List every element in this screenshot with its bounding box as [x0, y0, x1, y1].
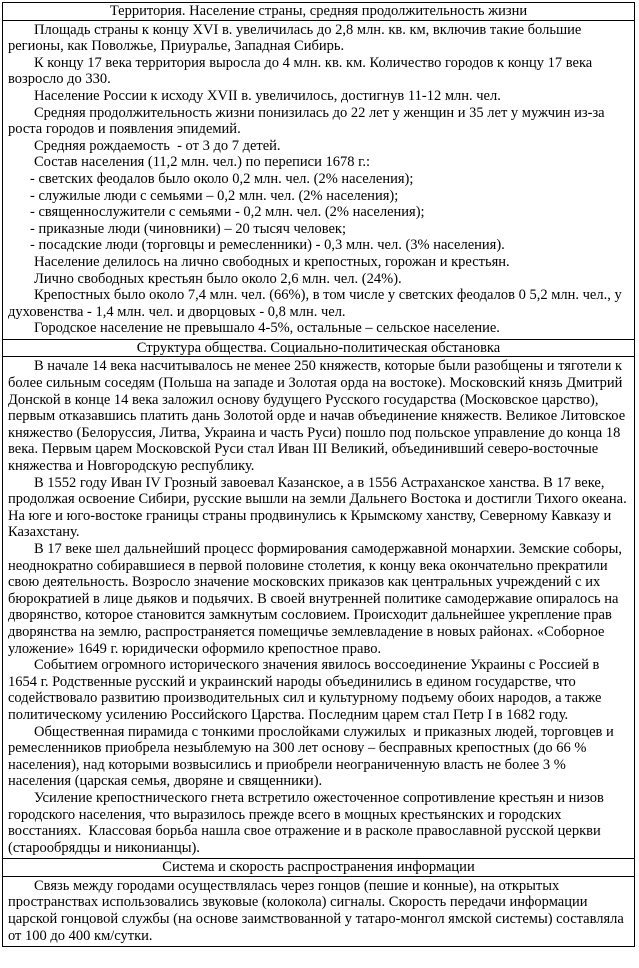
- paragraph: Событием огромного исторического значения явилось воссоединение Украины с Россией в 1654 г. Родственные русский и украинский народы объединились в едином государстве, что содействовало развитию производительных сил и культурному подъему обоих народов, а также политическому усилению Российского Царства. Последним царем стал Петр I в 1682 году.: [8, 657, 606, 723]
- section-title: Территория. Население страны, средняя продолжительность жизни: [109, 3, 528, 19]
- paragraph: Состав населения (11,2 млн. чел.) по переписи 1678 г.:: [34, 154, 371, 171]
- paragraph: Средняя продолжительность жизни понизилась до 22 лет у женщин и 35 лет у мужчин из-за роста городов и появления эпидемий.: [8, 104, 609, 138]
- section-header-row: [3, 858, 634, 877]
- document-section: [3, 339, 634, 858]
- list-item: - священнослужители с семьями - 0,2 млн. чел. (2% населения);: [30, 204, 425, 221]
- document-section: [3, 858, 634, 946]
- paragraph: Усиление крепостнического гнета встретило ожесточенное сопротивление крестьян и низов городского населения, что выразилось прежде всего в мощных крестьянских и городских восстаниях. Классовая борьба нашла свое отражение и в расколе православной русской церкви (старообрядцы и никонианцы).: [8, 789, 608, 856]
- paragraph: Связь между городами осуществлялась через гонцов (пешие и конные), на открытых пространствах использовались звуковые (колокола) сигналы. Скорость передачи информации царской гонцовой службы (на основе заимствованной у татаро-монгол ямской системы) составляла от 100 до 400 км/сутки.: [8, 877, 628, 944]
- paragraph: Городское население не превышало 4-5%, остальные – сельское население.: [34, 320, 500, 337]
- paragraph: Лично свободных крестьян было около 2,6 млн. чел. (24%).: [34, 270, 402, 287]
- section-body: [3, 357, 634, 858]
- paragraph: В 17 веке шел дальнейший процесс формирования самодержавной монархии. Земские соборы, неоднократно собиравшиеся в первой половине столетия, к концу века окончательно прекратили свою деятельность. Возросло значение московских приказов как центральных учреждений с их бюрократией в лице дьяков и подьячих. В своей внутренней политике самодержавие опиралось на дворянство, которое становится замкнутым сословием. Происходит дальнейшее укрепление прав дворянства на землю, распространяется помещичье землевладение в новых районах. «Соборное уложение» 1649 г. юридически оформило крепостное право.: [8, 541, 626, 657]
- section-title: Система и скорость распространения информации: [162, 859, 475, 876]
- paragraph: Общественная пирамида с тонкими прослойками служилых и приказных людей, торговцев и ремесленников приобрела незыблемую на 300 лет основу – бесправных крепостных (до 66 % населения), над которыми возвысились и приобрели неограниченную власть не более 3 % населения (царская семья, дворяне и священники).: [8, 723, 618, 790]
- paragraph: Площадь страны к концу XVI в. увеличилась до 2,8 млн. кв. км, включив такие большие регионы, как Поволжье, Приуралье, Западная Сибирь.: [8, 21, 585, 55]
- document-section: [3, 3, 634, 339]
- list-item: - светских феодалов было около 0,2 млн. чел. (2% населения);: [30, 170, 414, 187]
- paragraph: К концу 17 века территория выросла до 4 млн. кв. км. Количество городов к концу 17 века возросло до 330.: [8, 54, 596, 88]
- section-header-row: [3, 3, 634, 21]
- section-title: Структура общества. Социально-политическая обстановка: [136, 339, 501, 356]
- section-header-row: [3, 339, 634, 358]
- section-body: [3, 21, 634, 339]
- document-table: [2, 2, 635, 947]
- paragraph: Крепостных было около 7,4 млн. чел. (66%), в том числе у светских феодалов 0 5,2 млн. чел., у духовенства - 1,4 млн. чел. и дворцовых - 0,8 млн. чел.: [8, 287, 626, 320]
- list-item: - служилые люди с семьями – 0,2 млн. чел. (2% населения);: [30, 187, 399, 204]
- paragraph: Средняя рождаемость - от 3 до 7 детей.: [34, 137, 281, 154]
- list-item: - посадские люди (торговцы и ремесленники) - 0,3 млн. чел. (3% населения).: [30, 237, 505, 254]
- paragraph: Население делилось на лично свободных и крепостных, горожан и крестьян.: [34, 253, 510, 270]
- paragraph: Население России к исходу XVII в. увеличилось, достигнув 11-12 млн. чел.: [34, 87, 501, 104]
- list-item: - приказные люди (чиновники) – 20 тысяч человек;: [30, 220, 346, 237]
- paragraph: В 1552 году Иван IV Грозный завоевал Казанское, а в 1556 Астраханское ханства. В 17 веке, продолжая освоение Сибири, русские вышли на земли Дальнего Востока и достигли Тихого океана. На юге и юго-востоке границы страны продвинулись к Крымскому ханству, Северному Кавказу и Казахстану.: [8, 474, 631, 541]
- paragraph: В начале 14 века насчитывалось не менее 250 княжеств, которые были разобщены и тяготели к более сильным соседям (Польша на западе и Золотая орда на востоке). Московский князь Дмитрий Донской в конце 14 века заложил основу будущего Русского государства (Московское царство), первым отказавшись платить дань Золотой орде и начав объединение княжеств. Великое Литовское княжество (Белоруссия, Литва, Украина и часть Руси) пошло под польское управление до конца 18 века. Первым царем Московской Руси стал Иван III Великий, объединивший северо-восточные княжества и Новгородскую республику.: [8, 358, 629, 475]
- section-body: [3, 877, 634, 946]
